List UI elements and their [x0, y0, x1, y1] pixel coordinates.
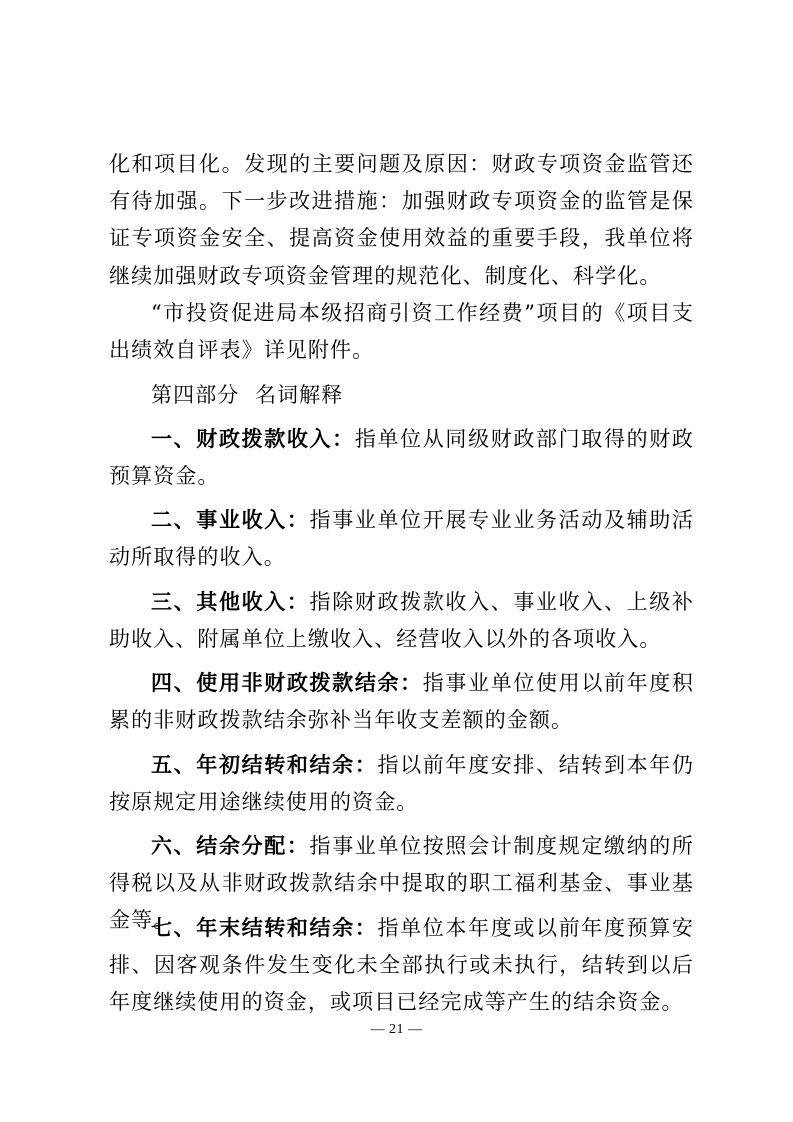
definition-year-end-carryover [109, 909, 694, 1022]
definition-term: 三、其他收入： [151, 589, 310, 614]
definition-non-fiscal-surplus-use [109, 664, 694, 739]
definition-other-income [109, 583, 694, 658]
definition-text: 指除财政拨款收入、事业收入、上级补助收入、附属单位上缴收入、经营收入以外的各项收入。 [109, 590, 695, 652]
definition-fiscal-appropriation-income [109, 420, 694, 495]
page-number: — 21 — [370, 1022, 423, 1037]
definition-term: 六、结余分配： [151, 833, 310, 858]
definition-text: 指单位从同级财政部门取得的财政预算资金。 [109, 427, 694, 489]
definition-term: 五、年初结转和结余： [151, 752, 378, 777]
definition-text: 指事业单位使用以前年度积累的非财政拨款结余弥补当年收支差额的金额。 [109, 671, 695, 733]
definition-term: 一、财政拨款收入： [151, 426, 355, 451]
definition-beginning-carryover [109, 746, 694, 821]
definition-business-income [109, 501, 694, 576]
definition-text: 指单位本年度或以前年度预算安排、因客观条件发生变化未全部执行或未执行，结转到以后年度继续使用的资金，或项目已经完成等产生的结余资金。 [109, 916, 695, 1015]
definition-text: 指以前年度安排、结转到本年仍按原规定用途继续使用的资金。 [109, 753, 695, 815]
paragraph-attachment-note: “市投资促进局本级招商引资工作经费”项目的《项目支出绩效自评表》详见附件。 [109, 301, 694, 363]
definition-term: 七、年末结转和结余： [151, 915, 378, 940]
paragraph-findings: 化和项目化。发现的主要问题及原因：财政专项资金监管还有待加强。下一步改进措施：加强财政专项资金的监管是保证专项资金安全、提高资金使用效益的重要手段，我单位将继续加强财政专项资金管理的规范化、制度化、科学化。 [109, 152, 694, 288]
section-heading: 第四部分 名词解释 [151, 383, 344, 407]
definition-text: 指事业单位开展专业业务活动及辅助活动所取得的收入。 [109, 508, 695, 570]
definition-term: 二、事业收入： [151, 507, 310, 532]
definition-text: 指事业单位按照会计制度规定缴纳的所得税以及从非财政拨款结余中提取的职工福利基金、事业基金等。 [109, 834, 695, 933]
definition-term: 四、使用非财政拨款结余： [151, 670, 423, 695]
